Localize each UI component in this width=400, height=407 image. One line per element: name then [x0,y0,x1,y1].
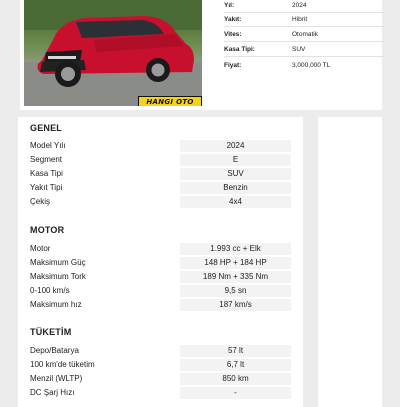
spec-label: 100 km'de tüketim [30,360,95,369]
section-title-consumption: TÜKETİM [30,327,72,337]
spec-label: Motor [30,244,51,253]
sidebar-panel [318,117,382,407]
spec-value: 57 lt [180,345,291,357]
spec-row [18,373,303,386]
summary-value: SUV [292,46,306,53]
spec-table-card [18,117,303,407]
summary-value: Otomatik [292,31,319,38]
summary-label: Yıl: [224,2,235,9]
spec-row [18,285,303,298]
summary-value: Hibrit [292,16,308,23]
spec-value: E [180,154,291,166]
spec-value: 9,5 sn [180,285,291,297]
car-photo [24,0,202,106]
summary-label: Fiyat: [224,62,242,69]
spec-value: 6,7 lt [180,359,291,371]
spec-value: SUV [180,168,291,180]
spec-label: 0-100 km/s [30,286,70,295]
summary-value: 3,000,000 TL [292,62,331,69]
summary-row-fuel [224,16,384,30]
spec-label: Segment [30,155,63,164]
spec-row [18,359,303,372]
spec-label: Depo/Batarya [30,346,79,355]
spec-label: Yakıt Tipi [30,183,63,192]
summary-row-price [224,62,384,76]
spec-value: 4x4 [180,196,291,208]
spec-value: Benzin [180,182,291,194]
summary-row-transmission [224,31,384,45]
spec-label: Maksimum Güç [30,258,86,267]
summary-value: 2024 [292,2,307,9]
divider [224,56,384,57]
spec-label: Kasa Tipi [30,169,63,178]
spec-row [18,299,303,312]
spec-row [18,243,303,256]
spec-value: 2024 [180,140,291,152]
car-illustration [24,0,202,106]
spec-value: 148 HP + 184 HP [180,257,291,269]
divider [224,41,384,42]
section-title-engine: MOTOR [30,225,65,235]
spec-row [18,140,303,153]
summary-label: Kasa Tipi: [224,46,255,53]
spec-value: 850 km [180,373,291,385]
summary-row-body-type [224,46,384,60]
spec-row [18,271,303,284]
spec-value: 1.993 cc + Elk [180,243,291,255]
divider [224,12,384,13]
summary-row-year [224,2,384,16]
spec-row [18,182,303,195]
hangi-oto-logo: HANGI OTO [138,96,202,106]
spec-row [18,168,303,181]
spec-row [18,345,303,358]
spec-label: Maksimum hız [30,300,82,309]
spec-row [18,154,303,167]
spec-label: DC Şarj Hızı [30,388,75,397]
section-title-general: GENEL [30,123,63,133]
spec-label: Model Yılı [30,141,66,150]
summary-label: Yakıt: [224,16,242,23]
spec-value: - [180,387,291,399]
spec-value: 189 Nm + 335 Nm [180,271,291,283]
spec-row [18,257,303,270]
spec-label: Menzil (WLTP) [30,374,83,383]
spec-row [18,196,303,209]
spec-value: 187 km/s [180,299,291,311]
spec-row [18,387,303,400]
car-summary-card [20,0,382,110]
spec-label: Maksimum Tork [30,272,86,281]
divider [224,26,384,27]
spec-label: Çekiş [30,197,51,206]
summary-label: Vites: [224,31,242,38]
